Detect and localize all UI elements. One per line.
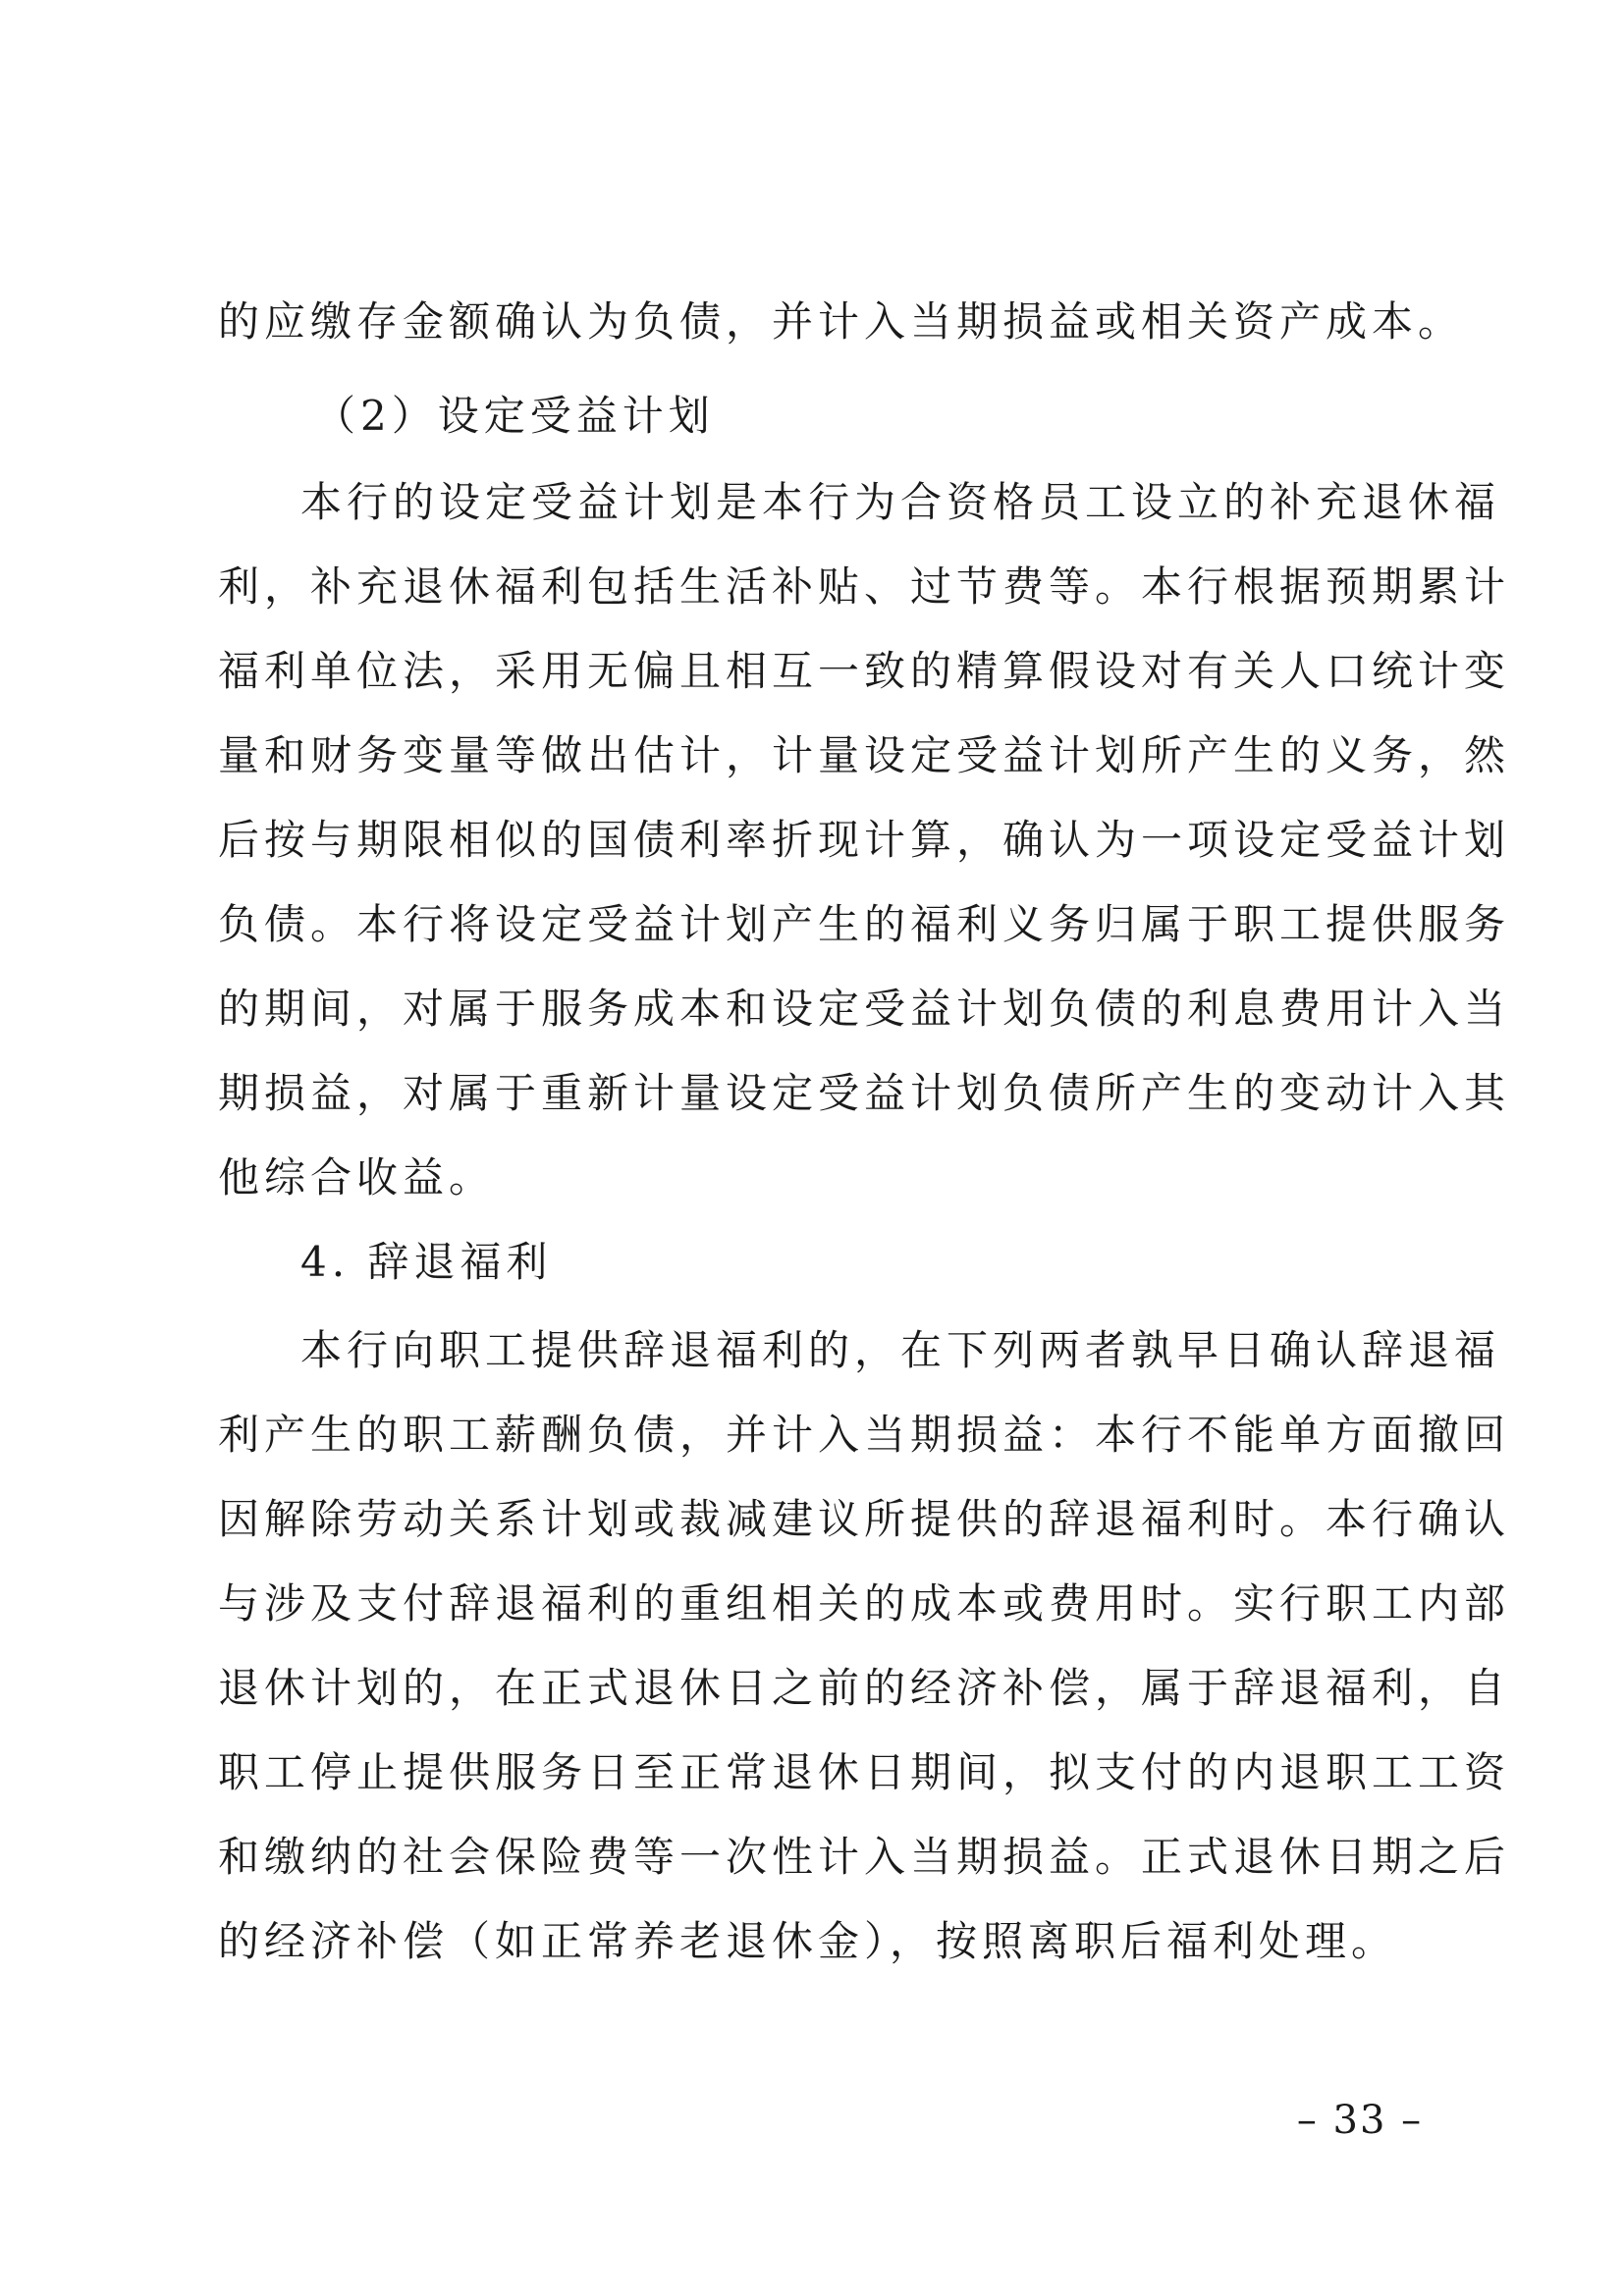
section-heading: 4. 辞退福利 xyxy=(300,1238,553,1286)
text-line: 与涉及支付辞退福利的重组相关的成本或费用时。实行职工内部 xyxy=(218,1579,1511,1628)
text-line: 本行的设定受益计划是本行为合资格员工设立的补充退休福 xyxy=(300,478,1501,526)
text-line: 量和财务变量等做出估计，计量设定受益计划所产生的义务，然 xyxy=(218,731,1511,779)
text-line: 的期间，对属于服务成本和设定受益计划负债的利息费用计入当 xyxy=(218,985,1511,1033)
text-line: 后按与期限相似的国债利率折现计算，确认为一项设定受益计划 xyxy=(218,816,1511,864)
text-line: 利，补充退休福利包括生活补贴、过节费等。本行根据预期累计 xyxy=(218,562,1511,611)
text-line: 和缴纳的社会保险费等一次性计入当期损益。正式退休日期之后 xyxy=(218,1833,1511,1881)
page-number: – 33 – xyxy=(1296,2098,1424,2143)
text-line: 的经济补偿（如正常养老退休金），按照离职后福利处理。 xyxy=(218,1917,1398,1965)
text-line: 因解除劳动关系计划或裁减建议所提供的辞退福利时。本行确认 xyxy=(218,1495,1511,1543)
text-line: 的应缴存金额确认为负债，并计入当期损益或相关资产成本。 xyxy=(218,297,1465,346)
text-line: 退休计划的，在正式退休日之前的经济补偿，属于辞退福利，自 xyxy=(218,1664,1511,1712)
text-line: 期损益，对属于重新计量设定受益计划负债所产生的变动计入其 xyxy=(218,1069,1511,1117)
text-line: 他综合收益。 xyxy=(218,1153,496,1201)
section-heading: （2）设定受益计划 xyxy=(314,392,715,440)
text-line: 利产生的职工薪酬负债，并计入当期损益：本行不能单方面撤回 xyxy=(218,1411,1511,1459)
text-line: 职工停止提供服务日至正常退休日期间，拟支付的内退职工工资 xyxy=(218,1748,1511,1796)
text-line: 本行向职工提供辞退福利的，在下列两者孰早日确认辞退福 xyxy=(300,1326,1501,1374)
text-line: 负债。本行将设定受益计划产生的福利义务归属于职工提供服务 xyxy=(218,900,1511,948)
text-line: 福利单位法，采用无偏且相互一致的精算假设对有关人口统计变 xyxy=(218,647,1511,695)
